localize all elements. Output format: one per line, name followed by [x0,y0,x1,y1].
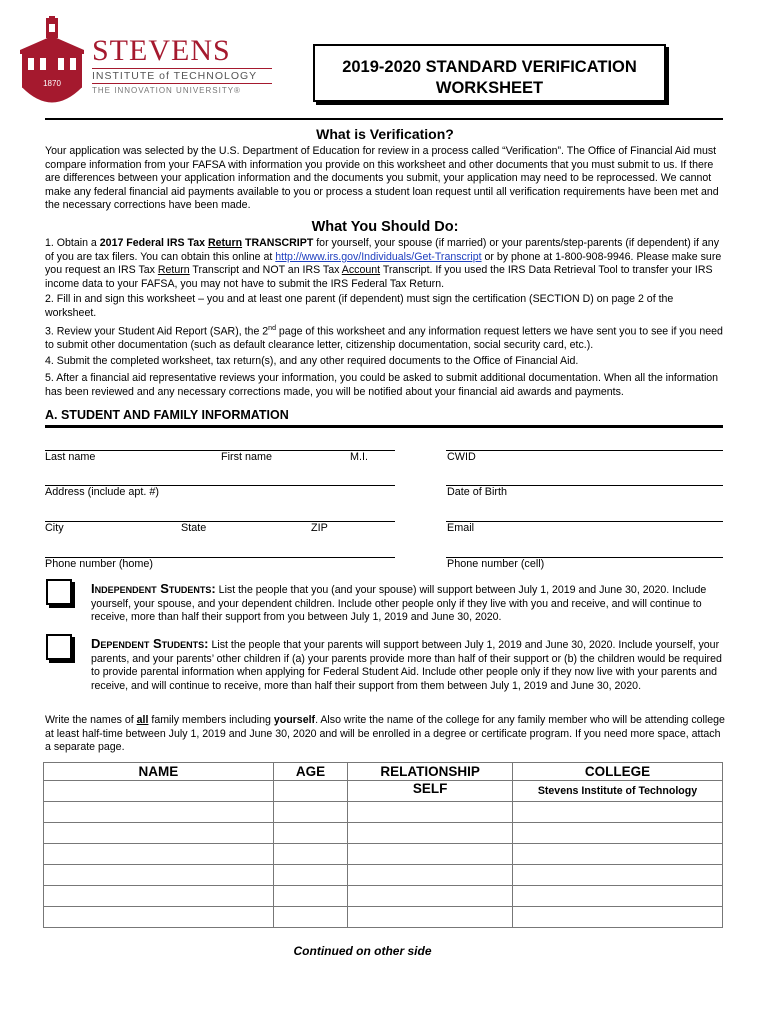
email-line[interactable] [446,521,723,522]
name-cell[interactable] [44,781,274,802]
college-cell[interactable] [512,823,722,844]
stevens-logo [18,16,268,116]
name-line[interactable] [45,450,395,451]
step-4: 4. Submit the completed worksheet, tax return(s), and any other required documents to the Office of Financial Aid. [45,355,579,367]
cwid-label: CWID [447,451,476,463]
college-cell[interactable] [512,844,722,865]
dob-label: Date of Birth [447,486,508,498]
last-name-label: Last name [45,451,96,463]
relationship-cell: SELF [348,781,513,802]
independent-checkbox[interactable] [46,579,72,605]
step-2: 2. Fill in and sign this worksheet – you and at least one parent (if dependent) must sign the certification (SECTION D) on page 2 of the worksheet. [45,293,674,319]
section-a-rule [45,425,723,428]
name-cell[interactable] [44,844,274,865]
irs-transcript-link[interactable]: http://www.irs.gov/Individuals/Get-Transcript [275,250,482,263]
step-5: 5. After a financial aid representative reviews your information, you could be asked to submit additional documentation. When all the information has been reviewed and any necessary corrections made, you will be notified about your financial aid awards and payments. [45,372,719,398]
age-cell[interactable] [273,886,348,907]
relationship-cell[interactable] [348,802,513,823]
dependent-checkbox[interactable] [46,634,72,660]
col-name-header: NAME [44,763,274,781]
college-cell[interactable] [512,907,722,928]
phone-cell-label: Phone number (cell) [447,558,545,570]
college-cell: Stevens Institute of Technology [512,781,722,802]
table-row [44,823,723,844]
phone-home-label: Phone number (home) [45,558,154,570]
table-row [44,886,723,907]
table-row [44,865,723,886]
section-a-heading: A. STUDENT AND FAMILY INFORMATION [45,408,289,422]
family-members-table [43,762,723,928]
step-1: 1. Obtain a 2017 Federal IRS Tax Return TRANSCRIPT for yourself, your spouse (if married) or your parents/step-parents (if dependent) if any of you are tax filers. You can obtain this online at http://www.irs.gov/Individuals/Get-Transcript or by phone at 1-800-908-9946. Please make sure you request an IRS Tax Return Transcript and NOT an IRS Tax Account Transcript. If you used the IRS Data Retrieval Tool to transfer your IRS income data to your FAFSA, you may not have to submit the IRS Federal Tax Return. [45,237,722,290]
logo-name: STEVENS [92,34,231,67]
college-cell[interactable] [512,865,722,886]
city-line[interactable] [45,521,395,522]
age-cell[interactable] [273,823,348,844]
name-cell[interactable] [44,865,274,886]
logo-year: 1870 [43,79,61,88]
relationship-cell[interactable] [348,886,513,907]
relationship-cell[interactable] [348,865,513,886]
what-to-do-heading: What You Should Do: [311,219,459,235]
name-cell[interactable] [44,823,274,844]
name-cell[interactable] [44,802,274,823]
title-line-2: WORKSHEET [435,79,544,97]
city-label: City [45,522,64,534]
step-3: 3. Review your Student Aid Report (SAR), the 2nd page of this worksheet and any information request letters we have sent you to see if you need to submit other documentation (such as default clearance letter, citizenship documentation, social security card, etc.). [45,325,723,352]
table-header-row [44,763,723,781]
col-relationship-header: RELATIONSHIP [348,763,513,781]
table-row [44,802,723,823]
relationship-cell[interactable] [348,844,513,865]
title-line-1: 2019-2020 STANDARD VERIFICATION [342,58,637,76]
dependent-text: Dependent Students: List the people that your parents will support between July 1, 2019 and June 30, 2020. Include yourself, your parents, and your parents’ other children if (a) your parents provide more than half of their support or (b) the children would be required to provide parental information when applying for Federal Student Aid. Include other people only if they now live with your parents and receive, and will continue to receive, more than half their support from them between July 1, 2019 and June 30, 2020. [91,636,722,692]
table-row [44,844,723,865]
age-cell[interactable] [273,781,348,802]
age-cell[interactable] [273,907,348,928]
logo-tagline: THE INNOVATION UNIVERSITY® [92,86,241,95]
address-label: Address (include apt. #) [45,486,160,498]
what-is-heading: What is Verification? [316,126,454,142]
email-label: Email [447,522,474,534]
zip-label: ZIP [311,522,328,534]
independent-text: Independent Students: List the people that you (and your spouse) will support between July 1, 2019 and June 30, 2020. Include yourself, your spouse, and your dependent children. Include other people only if they live with you and receive, and will continue to receive, more than half their support from you between July 1, 2019 and June 30, 2020. [91,581,707,624]
worksheet-title [313,44,666,102]
cwid-line[interactable] [446,450,723,451]
logo-rule [92,68,272,69]
logo-rule-2 [92,83,272,84]
first-name-label: First name [221,451,272,463]
continued-note: Continued on other side [293,944,432,958]
table-row [44,781,723,802]
col-college-header: COLLEGE [512,763,722,781]
table-row [44,907,723,928]
college-cell[interactable] [512,802,722,823]
age-cell[interactable] [273,865,348,886]
college-cell[interactable] [512,886,722,907]
state-label: State [181,522,207,534]
relationship-cell[interactable] [348,823,513,844]
logo-subtitle: INSTITUTE of TECHNOLOGY [92,70,258,82]
divider [45,118,723,120]
family-instructions: Write the names of all family members including yourself. Also write the name of the college for any family member who will be attending college at least half-time between July 1, 2019 and June 30, 2020 and will be enrolled in a degree or certificate program. If you need more space, attach a separate page. [45,714,725,754]
age-cell[interactable] [273,802,348,823]
what-is-body: Your application was selected by the U.S. Department of Education for review in a process called “Verification”. The Office of Financial Aid must compare information from your FAFSA with information you provide on this worksheet and other documents that you must submit to us. If there are differences between your application information and the documents you submit, your application may need to be reprocessed. We cannot make any federal financial aid payments available to you or process a student loan request until all verification requirements have been met and the necessary corrections have been made. [45,145,719,212]
col-age-header: AGE [273,763,348,781]
age-cell[interactable] [273,844,348,865]
mi-label: M.I. [350,451,368,463]
name-cell[interactable] [44,886,274,907]
relationship-cell[interactable] [348,907,513,928]
name-cell[interactable] [44,907,274,928]
